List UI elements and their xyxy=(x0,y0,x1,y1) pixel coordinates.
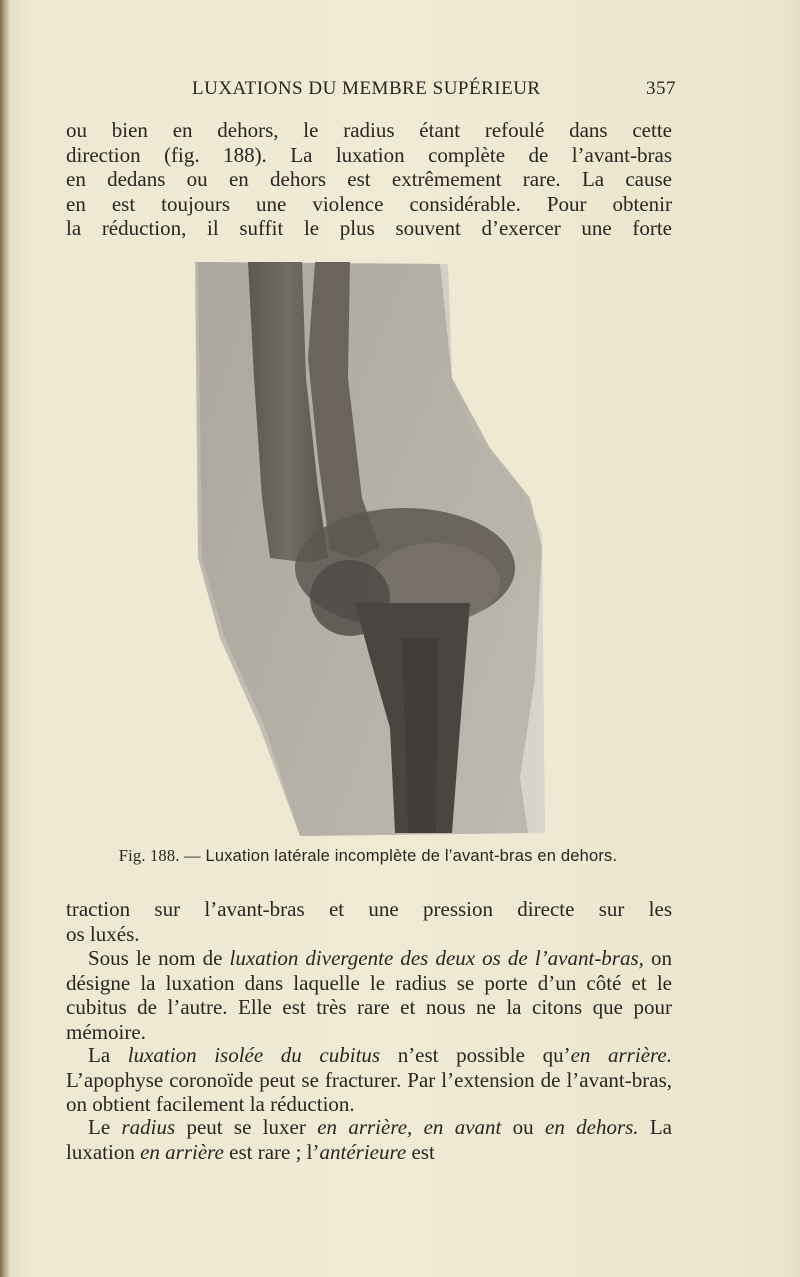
text-run: L’apophyse coronoïde peut se fracturer. Par l’extension de l’avant-bras, on obtient facilement la réduction. xyxy=(66,1067,672,1116)
caption-label: Fig. 188. — xyxy=(118,846,201,865)
paragraph-1 xyxy=(66,118,672,241)
page-number: 357 xyxy=(646,78,676,99)
italic-term: luxation divergente des deux os de l’avant-bras, xyxy=(229,946,644,970)
text-run: n’est possible qu’ xyxy=(380,1043,571,1067)
xray-image xyxy=(190,258,550,838)
text-line: en dedans ou en dehors est extrêmement rare. La cause xyxy=(66,167,672,191)
text-line: en est toujours une violence considérable. Pour obtenir xyxy=(66,191,672,216)
text-line: direction (fig. 188). La luxation complète de l’avant-bras xyxy=(66,142,672,167)
text-run: on désigne la luxation dans laquelle le radius se porte d’un côté et le cubitus de l’autre. Elle est très rare et nous ne la citons que pour mémoire. xyxy=(66,946,672,1044)
text-run: est rare ; l’ xyxy=(223,1139,320,1164)
italic-term: en arrière, en avant xyxy=(317,1115,502,1139)
text-run: peut se luxer xyxy=(175,1115,318,1139)
text-run: Sous le nom de xyxy=(88,946,230,970)
binding-edge xyxy=(0,0,10,1277)
text-line: traction sur l’avant-bras et une pression directe sur les xyxy=(66,897,672,921)
forearm-inner-bone xyxy=(402,638,438,833)
caption-text: Luxation latérale incomplète de l’avant-bras en dehors. xyxy=(205,847,618,865)
paragraph-5 xyxy=(66,1115,672,1164)
italic-term: antérieure xyxy=(319,1139,407,1164)
paragraph-3 xyxy=(66,946,672,1044)
text-line: ou bien en dehors, le radius étant refoulé dans cette xyxy=(66,118,672,142)
paragraph-2 xyxy=(66,897,672,946)
italic-term: luxation isolée du cubitus xyxy=(127,1043,381,1067)
text-run: ou xyxy=(501,1115,545,1139)
italic-term: en arrière xyxy=(140,1139,224,1164)
running-title: LUXATIONS DU MEMBRE SUPÉRIEUR xyxy=(192,78,541,99)
text-run: La luxation xyxy=(66,1115,673,1164)
italic-term: en arrière. xyxy=(570,1043,672,1067)
text-line: la réduction, il suffit le plus souvent d’exercer une forte xyxy=(66,216,672,240)
italic-term: radius xyxy=(121,1115,176,1139)
text-line: os luxés. xyxy=(66,921,140,946)
italic-term: en dehors. xyxy=(545,1115,639,1139)
xray-figure xyxy=(190,258,550,838)
running-header xyxy=(64,78,676,104)
text-run: La xyxy=(88,1043,128,1067)
paragraph-4 xyxy=(66,1043,672,1117)
figure-caption xyxy=(62,846,674,866)
text-run: est xyxy=(406,1139,435,1164)
text-run: Le xyxy=(88,1115,122,1139)
